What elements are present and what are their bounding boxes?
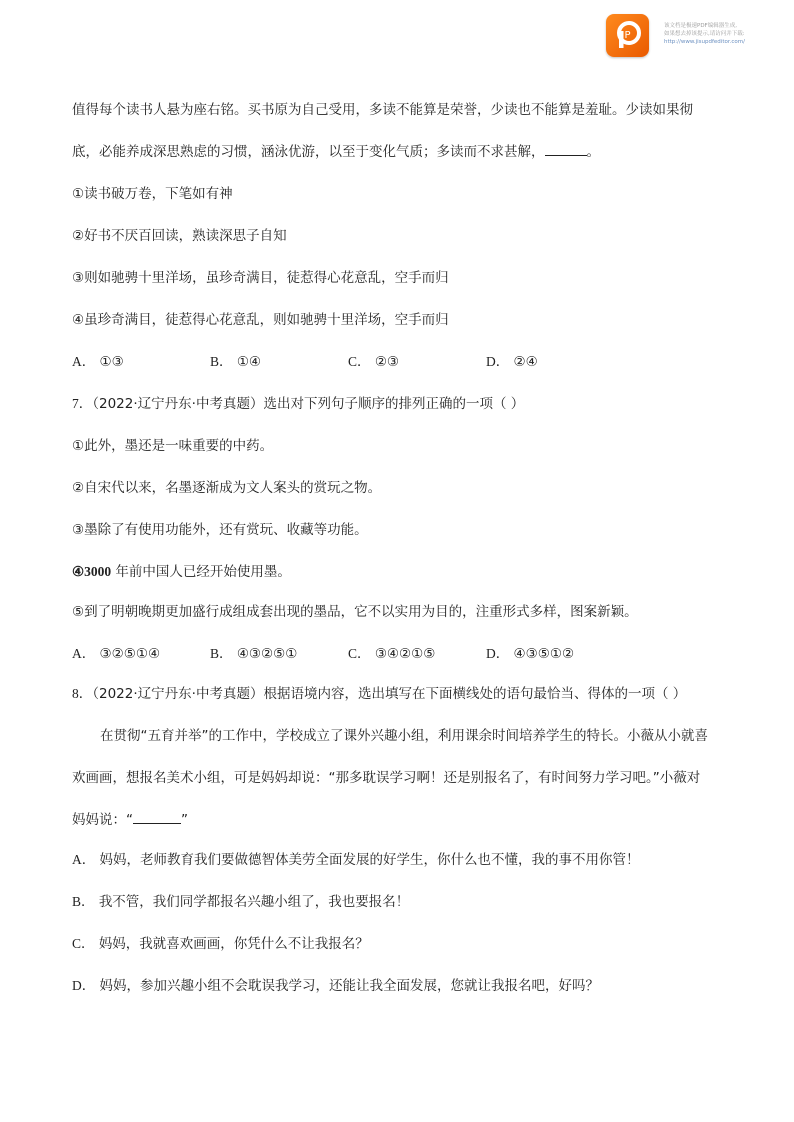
q8-option-b[interactable] [72,893,409,911]
q6-option-d[interactable] [486,353,538,371]
q6-item: ③则如驰骋十里洋场，虽珍奇满目，徒惹得心花意乱，空手而归 [72,270,449,286]
q6-item: ②好书不厌百回读，熟读深思子自知 [72,228,287,244]
q6-text-line: 值得每个读书人悬为座右铭。买书原为自己受用，多读不能算是荣誉，少读也不能算是羞耻。少读如果彻 [72,102,693,118]
option-key: D． [72,978,96,993]
q7-option-a[interactable] [72,645,160,663]
q6-option-a[interactable] [72,353,124,371]
q7-option-c[interactable] [348,645,435,663]
option-text: ①③ [99,354,124,370]
q8-paragraph-line: 欢画画，想报名美术小组，可是妈妈却说：“那多耽误学习啊！还是别报名了，有时间努力学习吧。”小薇对 [72,770,701,786]
q8-text: 妈妈说：“ [72,812,133,828]
option-text: 妈妈，我就喜欢画画，你凭什么不让我报名？ [98,936,369,952]
q7-item: ②自宋代以来，名墨逐渐成为文人案头的赏玩之物。 [72,480,382,496]
option-text: ②③ [374,354,400,370]
q6-option-b[interactable] [210,353,261,371]
option-text: 妈妈，老师教育我们要做德智体美劳全面发展的好学生，你什么也不懂，我的事不用你管！ [99,852,640,868]
q8-text: ” [181,812,188,828]
q6-item: ④虽珍奇满目，徒惹得心花意乱，则如驰骋十里洋场，空手而归 [72,312,449,328]
question-stem: 根据语境内容，选出填写在下面横线处的语句最恰当、得体的一项（ ） [263,686,687,702]
pdf-editor-logo [606,14,649,57]
answer-blank [133,811,181,824]
option-text: 妈妈，参加兴趣小组不会耽误我学习，还能让我全面发展，您就让我报名吧，好吗？ [99,978,600,994]
logo-letter: P [624,30,631,41]
option-text: ③②⑤①④ [99,646,161,662]
q7-item: ⑤到了明朝晚期更加盛行成组成套出现的墨品，它不以实用为目的，注重形式多样，图案新颖。 [72,604,638,620]
q8-paragraph-line: 在贯彻“五育并举”的工作中，学校成立了课外兴趣小组，利用课余时间培养学生的特长。小薇从小就喜 [100,728,708,744]
option-key: B． [72,894,95,909]
q8-paragraph-line [72,811,188,829]
question-source: （2022·辽宁丹东·中考真题） [92,396,264,412]
option-key: C． [348,646,371,661]
question-number: 7． [72,396,93,411]
q7-item [72,563,291,581]
option-key: B． [210,354,233,369]
option-text: ④③⑤①② [513,646,575,662]
p-logo-icon [606,14,649,57]
option-key: A． [72,354,96,369]
option-key: D． [486,354,510,369]
option-key: A． [72,852,96,867]
option-text: ②④ [513,354,538,370]
answer-blank [545,143,587,156]
option-key: C． [348,354,371,369]
question-source: （2022·辽宁丹东·中考真题） [92,686,264,702]
watermark-line: 该文档是极速PDF编辑器生成, [664,23,737,29]
question-stem: 选出对下列句子顺序的排列正确的一项（ ） [263,396,525,412]
q6-option-c[interactable] [348,353,399,371]
option-key: B． [210,646,233,661]
option-key: D． [486,646,510,661]
q7-item: ③墨除了有使用功能外，还有赏玩、收藏等功能。 [72,522,368,538]
q8-option-a[interactable] [72,851,640,869]
option-key: A． [72,646,96,661]
option-text: ③④②①⑤ [374,646,436,662]
q6-text: 。 [586,144,600,160]
option-text: ①④ [236,354,262,370]
q7-item: ①此外，墨还是一味重要的中药。 [72,438,274,454]
option-key: C． [72,936,95,951]
watermark-url: http://www.jisupdfeditor.com/ [664,39,745,45]
question-number: 8． [72,686,93,701]
watermark-line: 如果想去掉该提示,请访问并下载: [664,31,745,37]
q8-stem [72,685,686,703]
q7-option-d[interactable] [486,645,574,663]
q8-option-c[interactable] [72,935,369,953]
option-text: 我不管，我们同学都报名兴趣小组了，我也要报名！ [98,894,410,910]
q6-text: 底，必能养成深思熟虑的习惯，涵泳优游，以至于变化气质；多读而不求甚解， [72,144,545,160]
q7-option-b[interactable] [210,645,297,663]
q6-text-line [72,143,600,161]
item-text: 年前中国人已经开始使用墨。 [115,564,291,580]
q7-stem [72,395,524,413]
watermark-note [664,22,784,46]
option-text: ④③②⑤① [236,646,298,662]
item-number: ④3000 [72,564,112,579]
q6-item: ①读书破万卷，下笔如有神 [72,186,233,202]
q8-option-d[interactable] [72,977,599,995]
